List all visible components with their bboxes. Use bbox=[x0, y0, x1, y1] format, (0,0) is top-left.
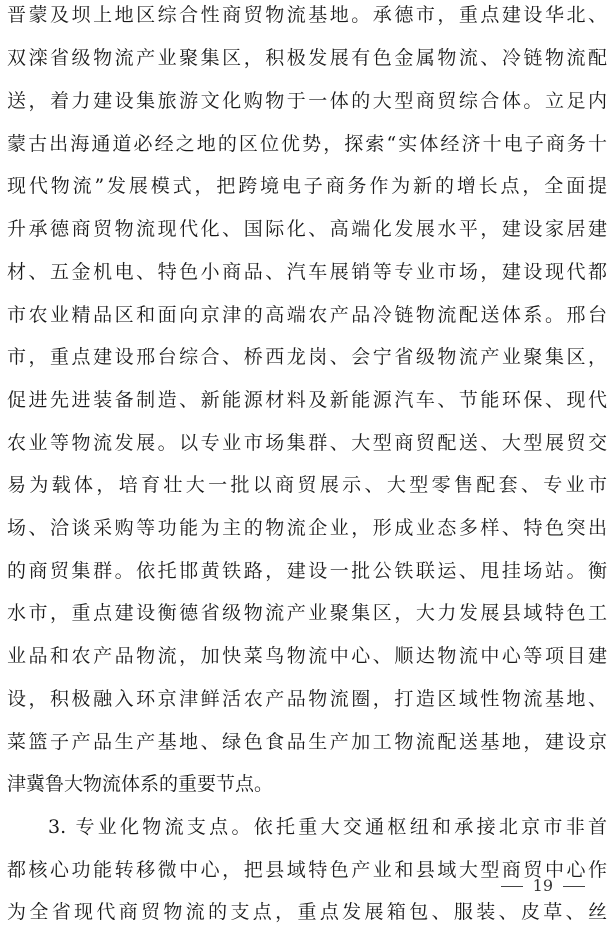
dash-left bbox=[501, 886, 523, 887]
page-number bbox=[501, 876, 585, 896]
text-line: 双滦省级物流产业聚集区，积极发展有色金属物流、冷链物流配 bbox=[7, 47, 607, 69]
text-line: 的商贸集群。依托邯黄铁路，建设一批公铁联运、甩挂场站。衡 bbox=[7, 560, 607, 582]
text-line: 都核心功能转移微中心，把县域特色产业和县域大型商贸中心作 bbox=[7, 859, 607, 881]
text-line: 3. 专业化物流支点。依托重大交通枢纽和承接北京市非首 bbox=[48, 816, 607, 838]
text-line: 津冀鲁大物流体系的重要节点。 bbox=[7, 773, 274, 795]
text-line: 水市，重点建设衡德省级物流产业聚集区，大力发展县域特色工 bbox=[7, 602, 607, 624]
dash-right bbox=[563, 886, 585, 887]
text-line: 业品和农产品物流，加快菜鸟物流中心、顺达物流中心等项目建 bbox=[7, 645, 607, 667]
text-line: 送，着力建设集旅游文化购物于一体的大型商贸综合体。立足内 bbox=[7, 90, 607, 112]
text-line: 易为载体，培育壮大一批以商贸展示、大型零售配套、专业市 bbox=[7, 474, 607, 496]
text-line: 晋蒙及坝上地区综合性商贸物流基地。承德市，重点建设华北、 bbox=[7, 4, 607, 26]
text-line: 现代物流”发展模式，把跨境电子商务作为新的增长点，全面提 bbox=[7, 175, 607, 197]
text-line: 农业等物流发展。以专业市场集群、大型商贸配送、大型展贸交 bbox=[7, 432, 607, 454]
text-line: 场、洽谈采购等功能为主的物流企业，形成业态多样、特色突出 bbox=[7, 517, 607, 539]
text-line: 蒙古出海通道必经之地的区位优势，探索“实体经济十电子商务十 bbox=[7, 133, 607, 155]
page-number-value: 19 bbox=[532, 876, 553, 895]
text-line: 菜篮子产品生产基地、绿色食品生产加工物流配送基地，建设京 bbox=[7, 731, 607, 753]
text-line: 促进先进装备制造、新能源材料及新能源汽车、节能环保、现代 bbox=[7, 389, 607, 411]
text-line: 为全省现代商贸物流的支点，重点发展箱包、服装、皮草、丝 bbox=[7, 901, 607, 923]
text-line: 升承德商贸物流现代化、国际化、高端化发展水平，建设家居建 bbox=[7, 218, 607, 240]
text-line: 市农业精品区和面向京津的高端农产品冷链物流配送体系。邢台 bbox=[7, 304, 607, 326]
text-line: 材、五金机电、特色小商品、汽车展销等专业市场，建设现代都 bbox=[7, 261, 607, 283]
text-line: 设，积极融入环京津鲜活农产品物流圈，打造区域性物流基地、 bbox=[7, 688, 607, 710]
text-line: 市，重点建设邢台综合、桥西龙岗、会宁省级物流产业聚集区， bbox=[7, 346, 607, 368]
